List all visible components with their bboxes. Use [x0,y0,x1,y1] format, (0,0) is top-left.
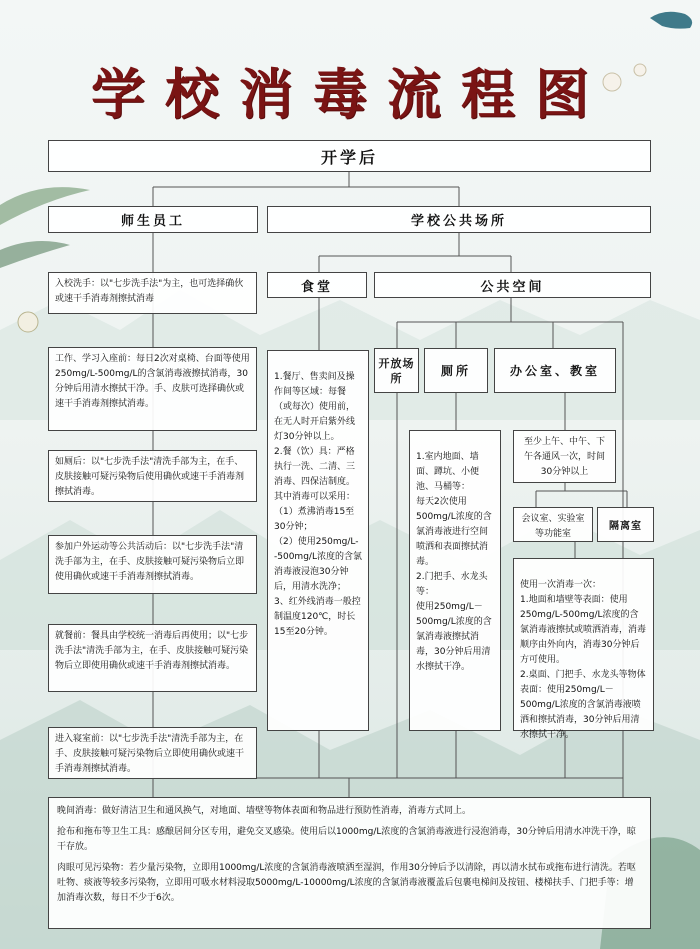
connector-top [153,172,459,206]
office-detail-text: 使用一次消毒一次： 1.地面和墙壁等表面：使用250mg/L-500mg/L浓度的含氯消毒液擦拭或喷洒消毒，消毒顺序由外向内，消毒30分钟后方可使用。 2.桌面、门把手、水龙头等物体表面：使用250mg/L－500mg/L浓度的含氯消毒液喷洒和擦拭消毒，30分钟后用清水擦拭干净。 [520,580,647,740]
toilet-node [424,348,488,393]
toilet-detail [409,430,501,731]
meeting-room-label: 会议室、实验室等功能室 [521,514,585,539]
staff-item-text: 工作、学习入座前：每日2次对桌椅、台面等使用250mg/L-500mg/L的含氯消毒液擦拭消毒，30分钟后用清水擦拭干净。手、皮肤可选择确伙或速干手消毒剂擦拭消毒。 [55,354,250,409]
top-node-label: 开学后 [320,147,378,167]
staff-item-before-study [48,347,257,431]
public-node [267,206,651,233]
top-node [48,140,651,172]
canteen-node [267,272,367,298]
bottom-line-tools: 抢布和拖布等卫生工具：感酿居间分区专用，避免交叉感染。使用后以1000mg/L浓度的含氯消毒液进行浸泡消毒，30分钟后用清水冲洗干净，晾干存放。 [57,827,636,852]
staff-node-label: 师生员工 [120,214,185,229]
public-space-node-label: 公共空间 [480,279,545,295]
connector-public [319,233,511,272]
staff-node [48,206,258,233]
toilet-detail-text: 1.室内地面、墙面、蹲坑、小便池、马桶等： 每天2次使用500mg/L浓度的含氯消毒液进行空间喷洒和表面擦拭消毒。 2.门把手、水龙头等： 使用250mg/L－500mg/L浓度的含氯消毒液擦拭消毒，30分钟后用清水擦拭干净。 [416,452,492,672]
staff-item-after-toilet [48,450,257,502]
staff-item-before-dorm [48,727,257,779]
staff-item-text: 如厕后：以"七步洗手法"清洗手部为主，在手、皮肤接触可疑污染物后使用确伙或速干手消毒剂擦拭消毒。 [55,457,245,497]
isolation-room-node [597,507,654,542]
page-title: 学校消毒流程图 [91,62,609,126]
bottom-line-contaminants: 肉眼可见污染物：若少量污染物，立即用1000mg/L浓度的含氯消毒液喷洒至湿润，作用30分钟后予以清除，再以清水拭布或拖布进行清洗。若呕吐物、痰液等较多污染物，立即用可吸水材料浸取5000mg/L-10000mg/L浓度的含氯消毒液覆盖后包裹电梯间及按钮、楼梯扶手、门把手等：增加消毒次数，每日不少于6次。 [57,863,636,903]
open-area-node [374,348,419,393]
office-node [494,348,616,393]
staff-item-text: 参加户外运动等公共活动后：以"七步洗手法"清洗手部为主，在手、皮肤接触可疑污染物后立即使用确伙或速干手消毒剂擦拭消毒。 [55,542,245,582]
public-node-label: 学校公共场所 [410,214,507,229]
office-ventilation-text: 至少上午、中午、下午各通风一次，时间30分钟以上 [523,437,605,477]
staff-item-text: 入校洗手：以"七步洗手法"为主，也可选择确伙或速干手消毒剂擦拭消毒 [55,279,244,304]
staff-item-enter-school [48,272,257,314]
office-node-label: 办公室、教室 [509,364,600,378]
canteen-node-label: 食堂 [300,279,333,295]
canteen-detail-text: 1.餐厅、售卖间及操作间等区域：每餐（或每次）使用前，在无人时开启紫外线灯30分钟以上。 2.餐（饮）具：严格执行一洗、二清、三消毒、四保洁制度。其中消毒可以采用： （1）煮沸消毒15至30分钟； （2）使用250mg/L--500mg/L浓度的含氯消毒液浸泡30分钟后，用清水洗净； 3、红外线消毒一般控制温度120℃，时长15至20分钟。 [274,372,362,637]
isolation-room-label: 隔离室 [609,521,642,532]
bottom-line-evening: 晚间消毒：做好清洁卫生和通风换气，对地面、墙壁等物体表面和物品进行预防性消毒，消毒方式同上。 [57,806,472,816]
canteen-detail [267,350,369,731]
office-ventilation [513,430,616,483]
staff-item-before-meal [48,624,257,692]
meeting-room-node [513,507,593,542]
staff-item-text: 进入寝室前：以"七步洗手法"清洗手部为主，在手、皮肤接触可疑污染物后立即使用确伙或速干手消毒剂擦拭消毒。 [55,734,245,774]
open-area-node-label: 开放场所 [378,356,415,385]
staff-item-text: 就餐前：餐具由学校统一消毒后再使用；以"七步洗手法"清洗手部为主，在手、皮肤接触可疑污染物后立即使用确伙或速干手消毒剂擦拭消毒。 [55,631,249,671]
staff-item-after-outdoor [48,535,257,594]
office-detail [513,558,654,740]
public-space-node [374,272,651,298]
bottom-summary [48,797,651,929]
toilet-node-label: 厕所 [440,364,471,378]
